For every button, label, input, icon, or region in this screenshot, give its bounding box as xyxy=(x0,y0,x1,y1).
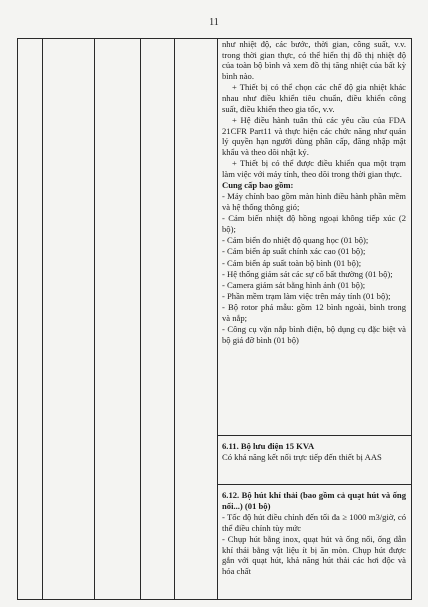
section-heading-ups: 6.11. Bộ lưu điện 15 KVA xyxy=(222,441,315,451)
supply-item: - Cảm biến nhiệt độ hồng ngoại không tiếp xúc (2 bộ); xyxy=(222,213,406,234)
supply-item: - Cảm biến áp suất toàn bộ bình (01 bộ); xyxy=(222,257,362,268)
spec-paragraph: Có khả năng kết nối trực tiếp đến thiết bị AAS xyxy=(222,452,382,463)
supply-item: - Cảm biến áp suất chính xác cao (01 bộ); xyxy=(222,246,366,257)
column-divider xyxy=(94,39,95,599)
supply-item: - Camera giám sát bằng hình ảnh (01 bộ); xyxy=(222,279,366,290)
supply-item: - Máy chính bao gồm màn hình điều hành phần mềm và hệ thống thông gió; xyxy=(222,191,406,213)
supply-item: - Phần mềm trạm làm việc trên máy tính (01 bộ); xyxy=(222,291,391,302)
spec-cell-ups xyxy=(222,441,406,463)
supply-item: - Hệ thống giám sát các sự cố bất thường (01 bộ); xyxy=(222,268,393,279)
supply-heading: Cung cấp bao gồm: xyxy=(222,180,294,191)
supply-item: - Bộ rotor phá mẫu: gồm 12 bình ngoài, bình trong và nắp; xyxy=(222,302,406,324)
spec-cell-exhaust xyxy=(222,490,406,577)
spec-item: - Chụp hút bằng inox, quạt hút và ống nối, ống dẫn khí thải bằng vật liệu ít bị ăn mòn. Chụp hút được gắn với quạt hút, khả năng hút thải các hơi độc và hóa chất xyxy=(222,533,406,576)
spec-paragraph: như nhiệt độ, các bước, thời gian, công suất, v.v. trong thời gian thực, có thể hiển thị đồ thị nhiệt độ của toàn bộ bình và xem đồ thị tăng nhiệt của bất kỳ bình nào. xyxy=(222,39,406,82)
row-divider xyxy=(217,435,411,436)
spec-cell-microwave-digestion xyxy=(222,39,406,346)
column-divider xyxy=(140,39,141,599)
supply-item: - Cảm biến đo nhiệt độ quang học (01 bộ); xyxy=(222,235,369,246)
section-heading-exhaust: 6.12. Bộ hút khí thải (bao gồm cả quạt hút và ống nối...) (01 bộ) xyxy=(222,490,406,511)
supply-item: - Công cụ vặn nắp bình điện, bộ dụng cụ đặc biệt và bộ giá đỡ bình (01 bộ) xyxy=(222,324,406,345)
column-divider xyxy=(174,39,175,599)
spec-paragraph: + Hệ điều hành tuân thủ các yêu cầu của FDA 21CFR Part11 và thực hiện các chức năng như quản lý quyền hạn người dùng phân cấp, đăng nhập mật khẩu và theo dõi nhật ký. xyxy=(222,114,406,158)
specification-table xyxy=(17,38,412,600)
spec-item: - Tốc độ hút điều chỉnh đến tối đa ≥ 1000 m3/giờ, có thể điều chỉnh tùy mức xyxy=(222,511,406,533)
page-number: 11 xyxy=(209,17,219,28)
column-divider xyxy=(42,39,43,599)
column-divider xyxy=(217,39,218,599)
spec-paragraph: + Thiết bị có thể được điều khiển qua một trạm làm việc với máy tính, theo dõi trong thời gian thực. xyxy=(222,158,406,179)
row-divider xyxy=(217,484,411,485)
spec-paragraph: + Thiết bị có thể chọn các chế độ gia nhiệt khác nhau như điều khiển tiêu chuẩn, điều khiển công suất, điều khiển theo gia tốc, v.v. xyxy=(222,82,406,114)
